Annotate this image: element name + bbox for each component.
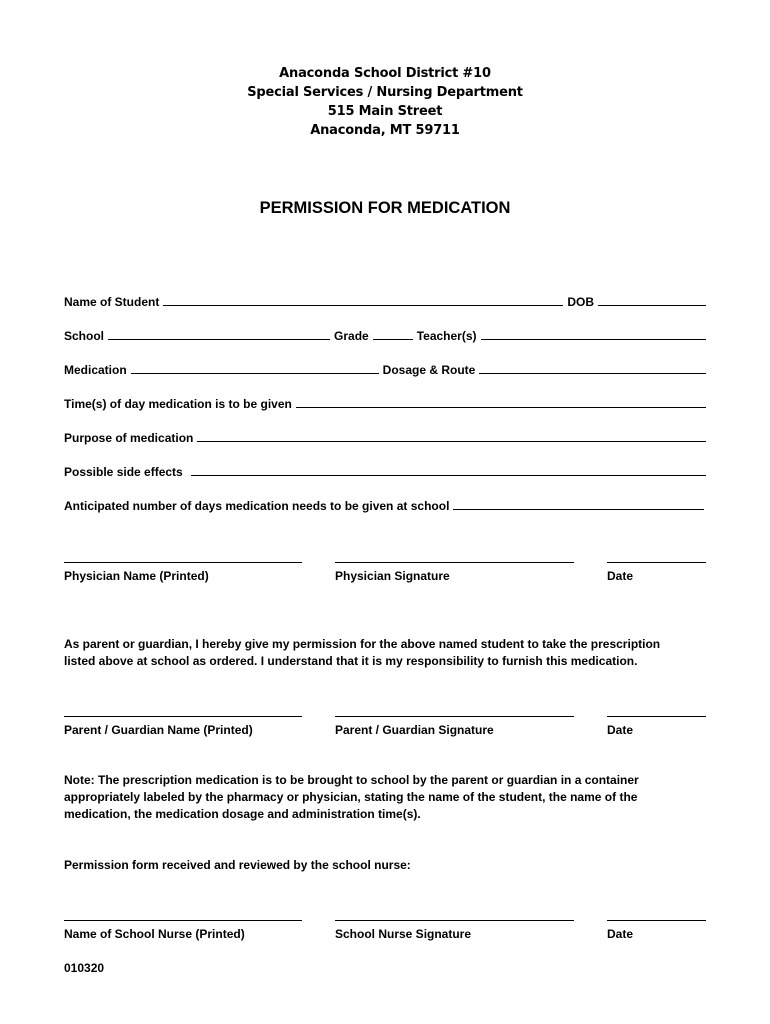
physician-signature-line[interactable]	[335, 562, 574, 563]
teachers-field[interactable]	[481, 328, 706, 340]
guardian-date-label: Date	[607, 723, 634, 737]
physician-date-block	[607, 562, 706, 583]
nurse-review-text: Permission form received and reviewed by the school nurse:	[64, 858, 411, 872]
district-name: Anaconda School District #10	[279, 66, 491, 81]
dosage-route-field[interactable]	[479, 362, 706, 374]
guardian-name-label: Parent / Guardian Name (Printed)	[64, 723, 253, 737]
physician-name-label: Physician Name (Printed)	[64, 569, 209, 583]
physician-signature-label: Physician Signature	[335, 569, 450, 583]
student-row	[64, 294, 706, 309]
form-title: PERMISSION FOR MEDICATION	[259, 199, 511, 217]
times-row	[64, 396, 706, 411]
department-name: Special Services / Nursing Department	[247, 85, 523, 100]
days-label: Anticipated number of days medication needs to be given at school	[64, 499, 450, 513]
note-line-3: medication, the medication dosage and administration time(s).	[64, 807, 421, 821]
student-name-label: Name of Student	[64, 295, 160, 309]
dosage-route-label: Dosage & Route	[382, 363, 476, 377]
nurse-signature-label: School Nurse Signature	[335, 927, 472, 941]
medication-row	[64, 362, 706, 377]
side-effects-label: Possible side effects	[64, 465, 183, 479]
nurse-name-label: Name of School Nurse (Printed)	[64, 927, 245, 941]
student-name-field[interactable]	[163, 294, 563, 306]
dob-label: DOB	[567, 295, 594, 309]
guardian-date-block	[607, 716, 706, 737]
nurse-name-block	[64, 920, 302, 941]
grade-field[interactable]	[373, 328, 413, 340]
medication-field[interactable]	[131, 362, 379, 374]
guardian-signature-line[interactable]	[335, 716, 574, 717]
physician-name-block	[64, 562, 302, 583]
nurse-signature-row	[0, 920, 770, 950]
guardian-name-line[interactable]	[64, 716, 302, 717]
purpose-row	[64, 430, 706, 445]
nurse-date-line[interactable]	[607, 920, 706, 921]
school-row	[64, 328, 706, 343]
days-row	[64, 498, 704, 513]
guardian-signature-row	[0, 716, 770, 746]
dob-field[interactable]	[598, 294, 706, 306]
physician-signature-row	[0, 562, 770, 592]
guardian-signature-block	[335, 716, 574, 737]
guardian-signature-label: Parent / Guardian Signature	[335, 723, 494, 737]
form-code: 010320	[64, 961, 105, 975]
teachers-label: Teacher(s)	[416, 329, 477, 343]
purpose-field[interactable]	[197, 430, 706, 442]
nurse-name-line[interactable]	[64, 920, 302, 921]
city-state-zip: Anaconda, MT 59711	[310, 123, 460, 138]
street-address: 515 Main Street	[327, 104, 443, 119]
guardian-name-block	[64, 716, 302, 737]
consent-line-1: As parent or guardian, I hereby give my permission for the above named student to take the prescription	[64, 637, 661, 651]
medication-label: Medication	[64, 363, 127, 377]
letterhead	[0, 64, 770, 140]
physician-date-line[interactable]	[607, 562, 706, 563]
side-effects-row	[64, 464, 706, 479]
days-field[interactable]	[453, 498, 704, 510]
school-field[interactable]	[108, 328, 330, 340]
physician-name-line[interactable]	[64, 562, 302, 563]
consent-paragraph	[64, 636, 724, 670]
school-label: School	[64, 329, 105, 343]
note-paragraph	[64, 772, 724, 823]
consent-line-2: listed above at school as ordered. I understand that it is my responsibility to furnish this medication.	[64, 654, 638, 668]
nurse-date-block	[607, 920, 706, 941]
nurse-date-label: Date	[607, 927, 634, 941]
side-effects-field[interactable]	[191, 464, 706, 476]
purpose-label: Purpose of medication	[64, 431, 194, 445]
nurse-signature-block	[335, 920, 574, 941]
note-line-2: appropriately labeled by the pharmacy or physician, stating the name of the student, the name of the	[64, 790, 638, 804]
times-label: Time(s) of day medication is to be given	[64, 397, 292, 411]
guardian-date-line[interactable]	[607, 716, 706, 717]
times-field[interactable]	[296, 396, 706, 408]
physician-date-label: Date	[607, 569, 634, 583]
note-line-1: Note: The prescription medication is to be brought to school by the parent or guardian in a container	[64, 773, 639, 787]
nurse-signature-line[interactable]	[335, 920, 574, 921]
grade-label: Grade	[334, 329, 369, 343]
physician-signature-block	[335, 562, 574, 583]
